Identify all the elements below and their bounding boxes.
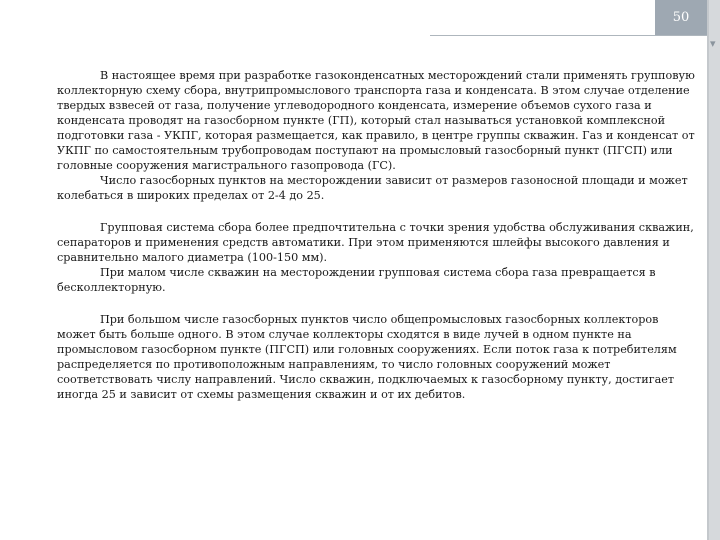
chevron-icon: ▾ <box>710 37 716 50</box>
paragraph-gap <box>57 295 700 312</box>
page-number: 50 <box>672 10 690 25</box>
paragraph: Число газосборных пунктов на месторождении зависит от размеров газоносной площади и может колебаться в широких пределах от 2-4 до 25. <box>57 174 688 202</box>
paragraph: При малом числе скважин на месторождении групповая система сбора газа превращается в бесколлекторную. <box>57 266 656 294</box>
paragraph: При большом числе газосборных пунктов число общепромысловых газосборных коллекторов может быть больше одного. В этом случае коллекторы сходятся в виде лучей в одном пункте на промысловом газосборном пункте (ПГСП) или головных сооружениях. Если поток газа к потребителям распределяется по противоположным направлениям, то число головных сооружений может соответствовать числу направлений. Число скважин, подключаемых к газосборному пункту, достигает иногда 25 и зависит от схемы размещения скважин и от их дебитов. <box>57 313 677 401</box>
page-number-box <box>655 0 707 35</box>
slide-body <box>57 68 700 402</box>
paragraph: В настоящее время при разработке газоконденсатных месторождений стали применять групповую коллекторную схему сбора, внутрипромыслового транспорта газа и конденсата. В этом случае отделение твердых взвесей от газа, получение углеводородного конденсата, измерение объемов сухого газа и конденсата проводят на газосборном пункте (ГП), который стал называться установкой комплексной подготовки газа - УКПГ, которая размещается, как правило, в центре группы скважин. Газ и конденсат от УКПГ по самостоятельным трубопроводам поступают на промысловый газосборный пункт (ПГСП) или головные сооружения магистрального газопровода (ГС). <box>57 69 695 172</box>
right-bar-edge <box>707 0 709 540</box>
paragraph: Групповая система сбора более предпочтительна с точки зрения удобства обслуживания скважин, сепараторов и применения средств автоматики. При этом применяются шлейфы высокого давления и сравнительно малого диаметра (100-150 мм). <box>57 221 694 264</box>
paragraph-gap <box>57 203 700 220</box>
top-divider <box>430 35 707 36</box>
